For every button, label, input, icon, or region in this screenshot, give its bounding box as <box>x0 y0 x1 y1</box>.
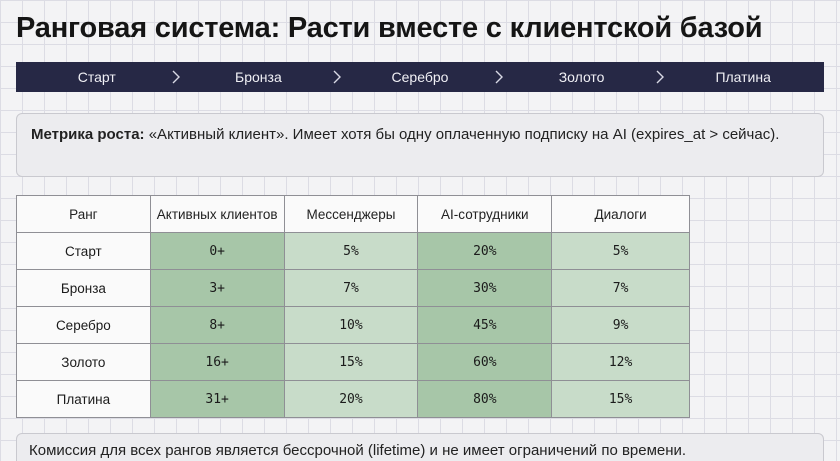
metric-text: «Активный клиент». Имеет хотя бы одну оплаченную подписку на AI (expires_at > сейчас). <box>148 126 780 143</box>
cell-active-clients: 3+ <box>150 270 284 307</box>
cell-messengers: 20% <box>284 381 418 418</box>
step-label: Серебро <box>391 69 449 85</box>
header-dialogs: Диалоги <box>552 196 690 233</box>
table-row <box>17 270 690 307</box>
chevron-right-icon <box>652 69 668 85</box>
table-header-row <box>17 196 690 233</box>
cell-dialogs: 9% <box>552 307 690 344</box>
table-row <box>17 381 690 418</box>
cell-active-clients: 0+ <box>150 233 284 270</box>
cell-dialogs: 15% <box>552 381 690 418</box>
header-ai-employees: AI-сотрудники <box>418 196 552 233</box>
cell-ai-employees: 60% <box>418 344 552 381</box>
header-active-clients: Активных клиентов <box>150 196 284 233</box>
cell-messengers: 7% <box>284 270 418 307</box>
footer-note <box>16 433 824 461</box>
cell-rank: Бронза <box>17 270 151 307</box>
cell-messengers: 15% <box>284 344 418 381</box>
cell-active-clients: 8+ <box>150 307 284 344</box>
step-platinum <box>662 62 824 92</box>
step-silver <box>339 62 501 92</box>
growth-metric-box <box>16 113 824 177</box>
header-messengers: Мессенджеры <box>284 196 418 233</box>
cell-dialogs: 7% <box>552 270 690 307</box>
cell-rank: Золото <box>17 344 151 381</box>
step-bronze <box>178 62 340 92</box>
page-title: Ранговая система: Расти вместе с клиентской базой <box>16 12 763 44</box>
cell-ai-employees: 20% <box>418 233 552 270</box>
step-gold <box>501 62 663 92</box>
footer-text: Комиссия для всех рангов является бессрочной (lifetime) и не имеет ограничений по времени. <box>29 442 687 459</box>
step-start <box>16 62 178 92</box>
cell-active-clients: 31+ <box>150 381 284 418</box>
header-rank: Ранг <box>17 196 151 233</box>
rank-table <box>16 195 690 418</box>
table-row <box>17 233 690 270</box>
chevron-right-icon <box>329 69 345 85</box>
cell-messengers: 10% <box>284 307 418 344</box>
cell-dialogs: 5% <box>552 233 690 270</box>
step-label: Бронза <box>235 69 282 85</box>
cell-ai-employees: 80% <box>418 381 552 418</box>
cell-rank: Платина <box>17 381 151 418</box>
table-row <box>17 344 690 381</box>
step-label: Старт <box>77 69 116 85</box>
table-row <box>17 307 690 344</box>
rank-stepper <box>16 62 824 92</box>
step-label: Платина <box>715 69 771 85</box>
cell-ai-employees: 30% <box>418 270 552 307</box>
cell-ai-employees: 45% <box>418 307 552 344</box>
cell-active-clients: 16+ <box>150 344 284 381</box>
chevron-right-icon <box>491 69 507 85</box>
cell-messengers: 5% <box>284 233 418 270</box>
cell-dialogs: 12% <box>552 344 690 381</box>
cell-rank: Старт <box>17 233 151 270</box>
step-label: Золото <box>558 69 605 85</box>
metric-label: Метрика роста: <box>31 126 145 143</box>
chevron-right-icon <box>168 69 184 85</box>
cell-rank: Серебро <box>17 307 151 344</box>
